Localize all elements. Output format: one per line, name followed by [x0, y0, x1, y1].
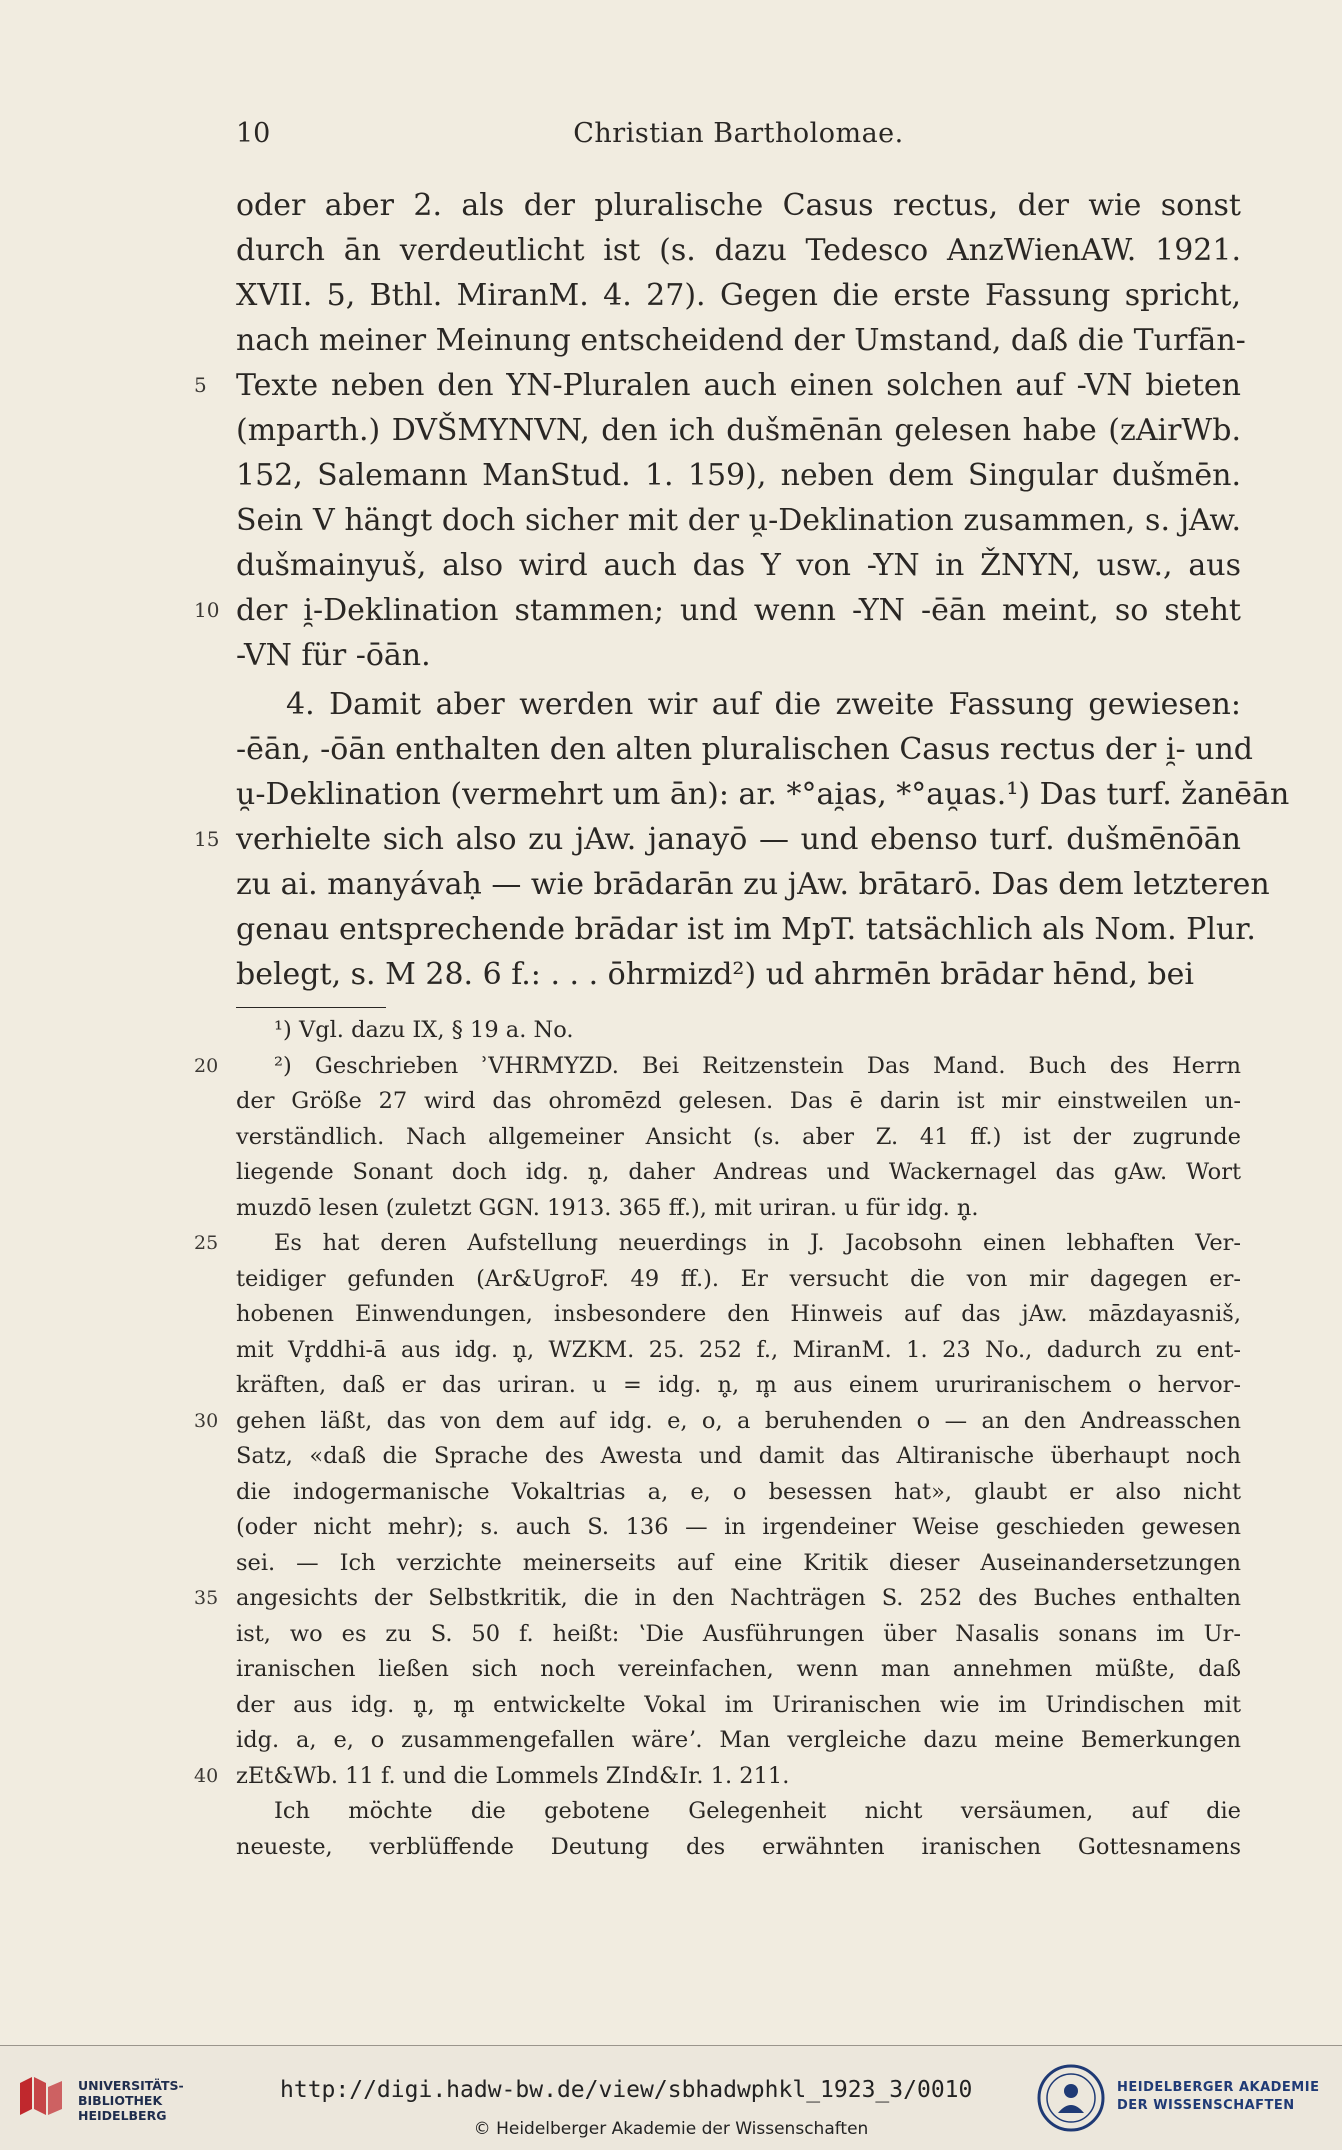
- academy-name: HEIDELBERGER AKADEMIE DER WISSENSCHAFTEN: [1117, 2080, 1320, 2113]
- footnote-line: [236, 1013, 1241, 1049]
- line-text: hobenen Einwendungen, insbesondere den Hinweis auf das jAw. māzdayasniš,: [236, 1301, 1241, 1327]
- footnote-line: [194, 1049, 1241, 1085]
- line-text: neueste, verblüffende Deutung des erwähnten iranischen Gottesnamens: [236, 1833, 1241, 1860]
- footnote-line: [236, 1652, 1241, 1688]
- permalink-url[interactable]: http://digi.hadw-bw.de/view/sbhadwphkl_1923_3/0010: [280, 2077, 973, 2103]
- line-text: ist, wo es zu S. 50 f. heißt: ʽDie Ausführungen über Nasalis sonans im Ur-: [236, 1620, 1241, 1647]
- line-text: angesichts der Selbstkritik, die in den Nachträgen S. 252 des Buches enthalten: [236, 1585, 1241, 1611]
- line-text: nach meiner Meinung entscheidend der Umstand, daß die Turfān-: [236, 323, 1246, 358]
- footnote-line: [236, 1297, 1241, 1333]
- line-text: muzdō lesen (zuletzt GGN. 1913. 365 ff.), mit uriran. u für idg. n̥.: [236, 1194, 979, 1221]
- footnote-line: [236, 1617, 1241, 1653]
- line-text: zu ai. manyávaḥ — wie brādarān zu jAw. brātarō. Das dem letzteren: [236, 867, 1270, 902]
- text-line: [194, 588, 1241, 633]
- line-text: Ich möchte die gebotene Gelegenheit nicht versäumen, auf die: [274, 1798, 1241, 1824]
- text-line: [236, 498, 1241, 543]
- text-line: [236, 772, 1290, 817]
- line-text: ¹) Vgl. dazu IX, § 19 a. No.: [274, 1017, 574, 1043]
- footnote-line: [236, 1262, 1241, 1298]
- line-text: Es hat deren Aufstellung neuerdings in J. Jacobsohn einen lebhaften Ver-: [274, 1230, 1241, 1256]
- footnote-line: [236, 1723, 1241, 1759]
- line-text: verständlich. Nach allgemeiner Ansicht (s. aber Z. 41 ff.) ist der zugrunde: [236, 1123, 1241, 1150]
- line-text: -VN für -ōān.: [236, 638, 431, 673]
- footnote-line: [236, 1333, 1241, 1369]
- line-text: iranischen ließen sich noch vereinfachen, wenn man annehmen müßte, daß: [236, 1656, 1241, 1682]
- line-text: ²) Geschrieben ʾVHRMYZD. Bei Reitzenstein Das Mand. Buch des Herrn: [274, 1052, 1241, 1079]
- text-line: [236, 727, 1253, 772]
- text-line: [236, 453, 1241, 498]
- text-line: [236, 318, 1246, 363]
- footnote-line: [236, 1475, 1241, 1511]
- line-number: 5: [194, 373, 207, 397]
- line-text: Texte neben den YN-Pluralen auch einen solchen auf -VN bieten: [236, 368, 1241, 403]
- footnote-line: [236, 1546, 1241, 1582]
- running-head: [236, 118, 1241, 158]
- line-number: 20: [194, 1054, 219, 1077]
- footnotes: [194, 1013, 1241, 1865]
- line-number: 30: [194, 1409, 219, 1432]
- line-text: u̯-Deklination (vermehrt um ān): ar. *°ai̯as, *°au̯as.¹) Das turf. žanēān: [236, 777, 1290, 812]
- line-text: der i̯-Deklination stammen; und wenn -YN -ēān meint, so steht: [236, 593, 1241, 628]
- paragraph-4: [194, 682, 1290, 997]
- text-line: [236, 408, 1241, 453]
- text-line: [236, 952, 1241, 997]
- line-number: 25: [194, 1232, 219, 1254]
- line-number: 40: [194, 1764, 219, 1787]
- line-text: verhielte sich also zu jAw. janayō — und ebenso turf. dušmēnōān: [236, 822, 1241, 857]
- text-line: [236, 228, 1241, 273]
- copyright-notice: © Heidelberger Akademie der Wissenschaften: [473, 2119, 869, 2139]
- line-text: kräften, daß er das uriran. u = idg. n̥, m̥ aus einem ururiranischem o hervor-: [236, 1372, 1241, 1398]
- line-text: Satz, «daß die Sprache des Awesta und damit das Altiranische überhaupt noch: [236, 1443, 1241, 1469]
- footnote-line: [194, 1759, 1241, 1795]
- running-title: Christian Bartholomae.: [573, 118, 904, 149]
- footnote-line: [236, 1191, 1241, 1227]
- footnote-rule: [236, 1007, 386, 1008]
- line-text: idg. a, e, o zusammengefallen wäreʼ. Man vergleiche dazu meine Bemerkungen: [236, 1727, 1241, 1753]
- footnote-line: [236, 1794, 1241, 1830]
- line-text: (mparth.) DVŠMYNVN, den ich dušmēnān gelesen habe (zAirWb.: [236, 413, 1241, 448]
- line-text: durch ān verdeutlicht ist (s. dazu Tedesco AnzWienAW. 1921.: [236, 233, 1241, 268]
- line-text: mit Vr̥ddhi-ā aus idg. n̥, WZKM. 25. 252 f., MiranM. 1. 23 No., dadurch zu ent-: [236, 1336, 1241, 1363]
- text-line: [236, 183, 1241, 228]
- text-line: [236, 682, 1241, 727]
- text-line: [236, 273, 1241, 318]
- footnote-line: [236, 1155, 1241, 1191]
- text-line: [236, 543, 1241, 588]
- page-number: 10: [236, 118, 271, 149]
- footnote-line: [236, 1510, 1241, 1546]
- footnote-line: [236, 1368, 1241, 1404]
- line-text: XVII. 5, Bthl. MiranM. 4. 27). Gegen die erste Fassung spricht,: [236, 278, 1241, 313]
- text-line: [194, 817, 1241, 862]
- line-number: 15: [194, 827, 220, 851]
- line-text: die indogermanische Vokaltrias a, e, o besessen hat», glaubt er also nicht: [236, 1478, 1241, 1505]
- text-line: [236, 862, 1270, 907]
- footnote-line: [236, 1688, 1241, 1724]
- university-library-logo-icon: [12, 2073, 72, 2121]
- line-text: oder aber 2. als der pluralische Casus rectus, der wie sonst: [236, 188, 1241, 223]
- line-text: liegende Sonant doch idg. n̥, daher Andreas und Wackernagel das gAw. Wort: [236, 1159, 1241, 1185]
- footer-bar: [0, 2045, 1342, 2150]
- line-text: 4. Damit aber werden wir auf die zweite Fassung gewiesen:: [286, 687, 1241, 722]
- footnote-line: [194, 1226, 1241, 1262]
- line-text: gehen läßt, das von dem auf idg. e, o, a beruhenden o — an den Andreasschen: [236, 1407, 1241, 1434]
- line-text: -ēān, -ōān enthalten den alten pluralischen Casus rectus der i̯- und: [236, 732, 1253, 767]
- footnote-line: [236, 1084, 1241, 1120]
- footnote-line: [236, 1439, 1241, 1475]
- footnote-line: [236, 1120, 1241, 1156]
- line-text: (oder nicht mehr); s. auch S. 136 — in irgendeiner Weise geschieden gewesen: [236, 1514, 1241, 1540]
- library-name: UNIVERSITÄTS- BIBLIOTHEK HEIDELBERG: [78, 2078, 184, 2123]
- line-text: 152, Salemann ManStud. 1. 159), neben dem Singular dušmēn.: [236, 458, 1241, 493]
- line-text: zEt&Wb. 11 f. und die Lommels ZInd&Ir. 1. 211.: [236, 1762, 790, 1789]
- line-text: der Größe 27 wird das ohromēzd gelesen. Das ē darin ist mir einstweilen un-: [236, 1088, 1241, 1114]
- line-text: sei. — Ich verzichte meinerseits auf eine Kritik dieser Auseinandersetzungen: [236, 1549, 1241, 1576]
- line-text: teidiger gefunden (Ar&UgroF. 49 ff.). Er versucht die von mir dagegen er-: [236, 1265, 1241, 1292]
- footer-divider: [0, 2045, 1342, 2046]
- line-number: 35: [194, 1587, 219, 1609]
- line-text: belegt, s. M 28. 6 f.: . . . ōhrmizd²) ud ahrmēn brādar hēnd, bei: [236, 957, 1194, 992]
- line-number: 10: [194, 598, 220, 622]
- line-text: Sein V hängt doch sicher mit der u̯-Deklination zusammen, s. jAw.: [236, 503, 1241, 538]
- text-line: [194, 363, 1241, 408]
- footnote-line: [236, 1830, 1241, 1866]
- text-line: [236, 907, 1256, 952]
- line-text: dušmainyuš, also wird auch das Y von -YN in ŽNYN, usw., aus: [236, 548, 1241, 583]
- footnote-line: [194, 1404, 1241, 1440]
- academy-seal-icon: [1036, 2063, 1106, 2133]
- main-text: [194, 183, 1246, 678]
- text-line: [236, 633, 1241, 678]
- footnote-line: [194, 1581, 1241, 1617]
- line-text: der aus idg. n̥, m̥ entwickelte Vokal im Uriranischen wie im Urindischen mit: [236, 1691, 1241, 1718]
- line-text: genau entsprechende brādar ist im MpT. tatsächlich als Nom. Plur.: [236, 912, 1256, 947]
